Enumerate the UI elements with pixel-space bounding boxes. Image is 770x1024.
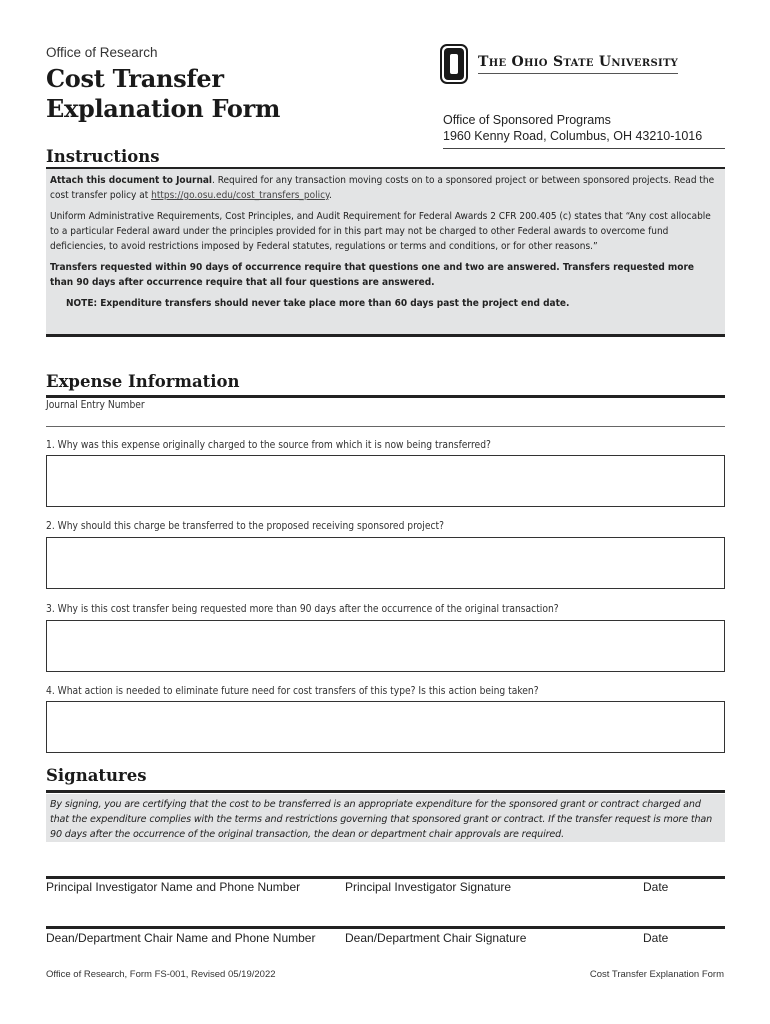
dean-signature-line[interactable]: [46, 926, 725, 929]
question-2-answer-field[interactable]: [46, 537, 725, 589]
question-3-answer-field[interactable]: [46, 620, 725, 672]
header-divider: [443, 148, 725, 149]
pi-signature-line[interactable]: [46, 876, 725, 879]
osp-name: Office of Sponsored Programs: [443, 113, 611, 127]
instructions-paragraph-2: Uniform Administrative Requirements, Cost Principles, and Audit Requirement for Federal Awards 2 CFR 200.405 (c) states that “Any cost allocable to a particular Federal award under the principles provided for in this part may not be charged to other Federal awards to overcome fund deficiencies, to avoid restrictions imposed by Federal statutes, regulations or terms and conditions, or for other reasons.”: [50, 211, 711, 252]
university-logo: [440, 44, 678, 84]
question-3-label: 3. Why is this cost transfer being requested more than 90 days after the occurrence of the original transaction?: [46, 604, 559, 615]
instructions-paragraph-1: Attach this document to Journal. Required for any transaction moving costs on to a sponsored project or between sponsored projects. Read the cost transfer policy at https://go.osu.edu/cost_transfers_policy.: [50, 175, 715, 201]
question-1-answer-field[interactable]: [46, 455, 725, 507]
expense-heading: Expense Information: [46, 372, 240, 391]
journal-entry-label: Journal Entry Number: [46, 400, 145, 411]
signatures-rule: [46, 790, 725, 793]
office-of-research-label: Office of Research: [46, 45, 158, 60]
question-1-label: 1. Why was this expense originally charged to the source from which it is now being transferred?: [46, 440, 491, 451]
attach-instruction: Attach this document to Journal: [50, 175, 212, 186]
title-line-2: Explanation Form: [46, 94, 281, 123]
signatures-heading: Signatures: [46, 766, 147, 785]
signature-statement: By signing, you are certifying that the cost to be transferred is an appropriate expenditure for the sponsored grant or contract charged and that the expenditure complies with the terms and restrictions governing that sponsored grant or contract. If the transfer request is more than 90 days after the occurrence of the original transaction, the dean or department chair approvals are required.: [46, 794, 725, 842]
expense-rule: [46, 395, 725, 398]
instructions-box: [46, 169, 725, 337]
block-o-logo-icon: [440, 44, 468, 84]
dean-date-label: Date: [643, 931, 669, 945]
page-title: [46, 64, 280, 124]
policy-link[interactable]: https://go.osu.edu/cost_transfers_policy: [151, 190, 329, 201]
question-2-label: 2. Why should this charge be transferred to the proposed receiving sponsored project?: [46, 521, 444, 532]
footer-form-info: Office of Research, Form FS-001, Revised 05/19/2022: [46, 969, 276, 980]
title-line-1: Cost Transfer: [46, 64, 224, 93]
osp-address: 1960 Kenny Road, Columbus, OH 43210-1016: [443, 129, 703, 143]
dean-name-label: Dean/Department Chair Name and Phone Number: [46, 931, 316, 945]
footer-form-title: Cost Transfer Explanation Form: [589, 969, 724, 980]
pi-signature-label: Principal Investigator Signature: [345, 880, 512, 894]
instructions-note: NOTE: Expenditure transfers should never take place more than 60 days past the project end date.: [66, 298, 570, 309]
university-name: The Ohio State University: [478, 54, 678, 74]
pi-name-label: Principal Investigator Name and Phone Number: [46, 880, 301, 894]
question-4-answer-field[interactable]: [46, 701, 725, 753]
pi-date-label: Date: [643, 880, 669, 894]
question-4-label: 4. What action is needed to eliminate future need for cost transfers of this type? Is this action being taken?: [46, 686, 539, 697]
journal-entry-underline: [46, 426, 725, 427]
instructions-paragraph-3: Transfers requested within 90 days of occurrence require that questions one and two are answered. Transfers requested more than 90 days after occurrence require that all four questions are answered.: [50, 262, 695, 288]
dean-signature-label: Dean/Department Chair Signature: [345, 931, 527, 945]
journal-entry-field[interactable]: [46, 412, 725, 426]
instructions-heading: Instructions: [46, 147, 160, 166]
